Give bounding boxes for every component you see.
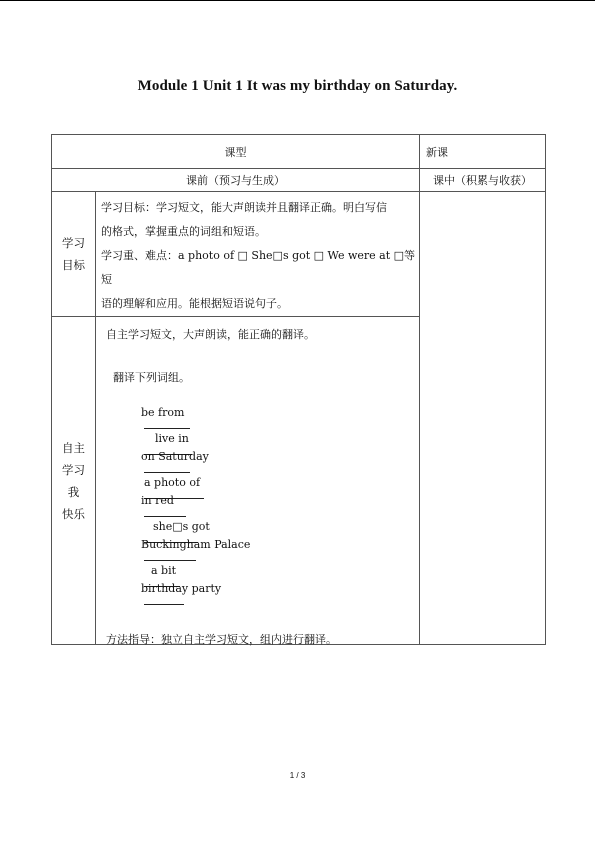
answer-blank[interactable]	[144, 507, 186, 517]
goal-line: 语的理解和应用。能根据短语说句子。	[101, 297, 288, 310]
lesson-type-label: 课型	[52, 135, 420, 169]
self-study-side-line: 我	[67, 484, 80, 499]
page-number: 1 / 3	[289, 771, 306, 780]
page-title: Module 1 Unit 1 It was my birthday on Saturday.	[137, 78, 458, 94]
goals-side-line: 学习	[62, 236, 85, 250]
in-class-header: 课中（积累与收获）	[420, 169, 546, 192]
lesson-type-value: 新课	[420, 135, 546, 169]
goals-content	[96, 192, 420, 317]
table-row	[52, 135, 546, 169]
goals-side-label	[52, 192, 96, 317]
phrase-text: birthday party	[140, 582, 222, 595]
self-study-side-line: 自主	[62, 440, 85, 455]
phrase-text: a bit	[150, 564, 177, 577]
self-study-content	[96, 317, 420, 645]
phrase-text: on Saturday	[140, 450, 209, 463]
phrase-text: in red	[140, 494, 174, 507]
self-study-side-label	[52, 317, 96, 645]
phrase-text: live in	[154, 432, 189, 445]
phrase-text: a photo of	[143, 476, 201, 489]
goal-line: 的格式，掌握重点的词组和短语。	[101, 225, 266, 238]
answer-blank[interactable]	[144, 419, 190, 429]
goal-line: 学习目标：学习短文，能大声朗读并且翻译正确。明白写信	[101, 201, 387, 214]
phrase-text: Buckingham Palace	[140, 538, 251, 551]
goal-line: 学习重、难点：a photo of □ She□s got □ We were at □等短	[101, 249, 416, 286]
answer-blank[interactable]	[144, 551, 196, 561]
table-row	[52, 169, 546, 192]
goals-side-line: 目标	[62, 258, 85, 272]
self-study-side-line: 快乐	[62, 506, 85, 521]
answer-blank[interactable]	[144, 463, 190, 473]
self-study-side-line: 学习	[62, 462, 85, 477]
translate-task: 翻译下列词组。	[113, 371, 190, 384]
phrase-row	[113, 569, 221, 621]
answer-blank[interactable]	[144, 595, 184, 605]
in-class-notes-area[interactable]	[420, 192, 546, 645]
phrase-text: be from	[140, 406, 185, 419]
before-class-header: 课前（预习与生成）	[52, 169, 420, 192]
top-rule	[0, 0, 595, 1]
table-row	[52, 192, 546, 317]
lesson-plan-table	[51, 134, 546, 645]
method-guidance: 方法指导：独立自主学习短文，组内进行翻译。	[106, 633, 337, 646]
phrase-text: she□s got	[152, 520, 210, 533]
self-study-intro: 自主学习短文，大声朗读，能正确的翻译。	[106, 328, 315, 341]
